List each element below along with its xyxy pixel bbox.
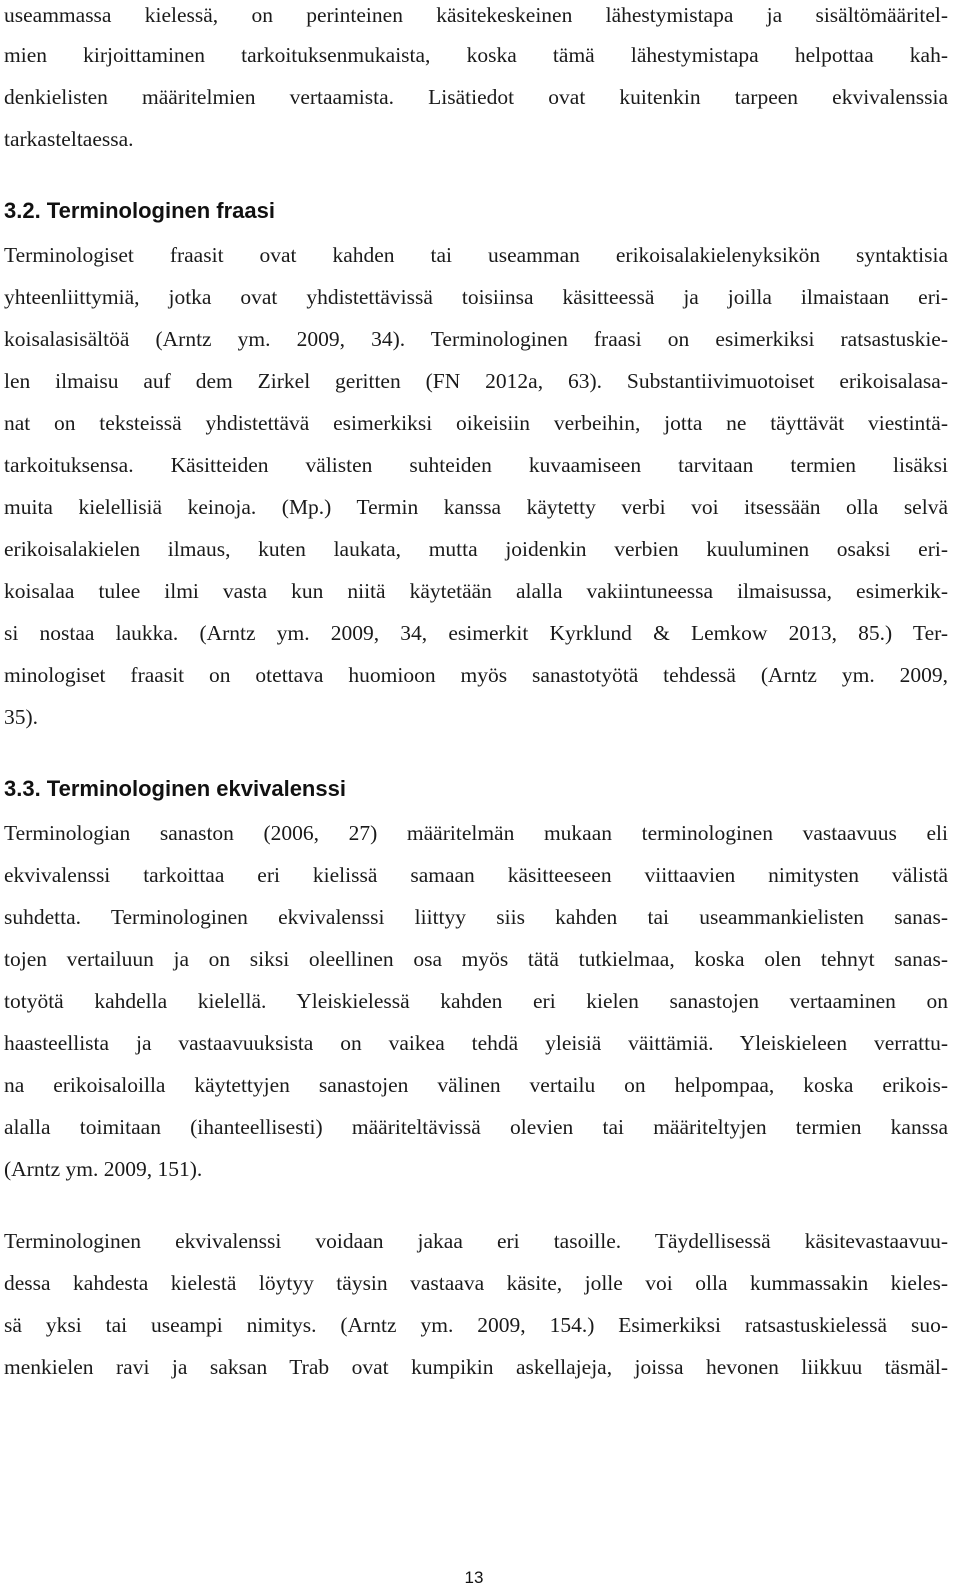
section-3-3-line: (Arntz ym. 2009, 151).: [4, 1157, 203, 1181]
page-number: 13: [464, 1568, 484, 1587]
section-heading-3-3: 3.3. Terminologinen ekvivalenssi: [4, 776, 346, 801]
section-3-3-line: Terminologinen ekvivalenssi voidaan jakaa eri tasoille. Täydellisessä käsitevastaavuu-: [4, 1229, 948, 1253]
section-3-2-line: muita kielellisiä keinoja. (Mp.) Termin kanssa käytetty verbi voi itsessään olla selvä: [4, 495, 948, 519]
section-3-2-line: len ilmaisu auf dem Zirkel geritten (FN 2012a, 63). Substantiivimuotoiset erikoisalasa-: [4, 369, 948, 393]
section-3-3-line: haasteellista ja vastaavuuksista on vaikea tehdä yleisiä väittämiä. Yleiskieleen verrattu-: [4, 1031, 948, 1055]
section-3-2-line: tarkoituksensa. Käsitteiden välisten suhteiden kuvaamiseen tarvitaan termien lisäksi: [4, 453, 948, 477]
section-3-2-line: 35).: [4, 705, 39, 729]
section-3-3-line: sä yksi tai useampi nimitys. (Arntz ym. 2009, 154.) Esimerkiksi ratsastuskielessä suo-: [4, 1313, 948, 1337]
section-3-3-line: alalla toimitaan (ihanteellisesti) määriteltävissä olevien tai määriteltyjen termien kanssa: [4, 1115, 948, 1139]
section-heading-3-2: 3.2. Terminologinen fraasi: [4, 198, 275, 223]
section-3-2-line: erikoisalakielen ilmaus, kuten laukata, mutta joidenkin verbien kuuluminen osaksi eri-: [4, 537, 948, 561]
intro-line: denkielisten määritelmien vertaamista. Lisätiedot ovat kuitenkin tarpeen ekvivalenssia: [4, 85, 948, 109]
intro-line: tarkasteltaessa.: [4, 127, 134, 151]
section-3-3-line: dessa kahdesta kielestä löytyy täysin vastaava käsite, jolle voi olla kummassakin kieles-: [4, 1271, 948, 1295]
section-3-2-line: minologiset fraasit on otettava huomioon myös sanastotyötä tehdessä (Arntz ym. 2009,: [4, 663, 948, 687]
section-3-3-line: totyötä kahdella kielellä. Yleiskielessä kahden eri kielen sanastojen vertaaminen on: [4, 989, 948, 1013]
section-3-3-line: tojen vertailuun ja on siksi oleellinen osa myös tätä tutkielmaa, koska olen tehnyt sanas-: [4, 947, 948, 971]
section-3-2-line: koisalaa tulee ilmi vasta kun niitä käytetään alalla vakiintuneessa ilmaisussa, esimerkik-: [4, 579, 948, 603]
section-3-2-line: Terminologiset fraasit ovat kahden tai useamman erikoisalakielenyksikön syntaktisia: [4, 243, 948, 267]
section-3-2-line: koisalasisältöä (Arntz ym. 2009, 34). Terminologinen fraasi on esimerkiksi ratsastuskie-: [4, 327, 948, 351]
section-3-2-line: yhteenliittymiä, jotka ovat yhdistettävissä toisiinsa käsitteessä ja joilla ilmaistaan eri-: [4, 285, 948, 309]
section-3-3-line: ekvivalenssi tarkoittaa eri kielissä samaan käsitteeseen viittaavien nimitysten välistä: [4, 863, 948, 887]
section-3-2-line: si nostaa laukka. (Arntz ym. 2009, 34, esimerkit Kyrklund & Lemkow 2013, 85.) Ter-: [4, 621, 948, 645]
section-3-3-line: suhdetta. Terminologinen ekvivalenssi liittyy siis kahden tai useammankielisten sanas-: [4, 905, 948, 929]
section-3-3-line: na erikoisaloilla käytettyjen sanastojen välinen vertailu on helpompaa, koska erikois-: [4, 1073, 948, 1097]
section-3-2-line: nat on teksteissä yhdistettävä esimerkiksi oikeisiin verbeihin, jotta ne täyttävät viestintä-: [4, 411, 948, 435]
section-3-3-line: Terminologian sanaston (2006, 27) määritelmän mukaan terminologinen vastaavuus eli: [4, 821, 948, 845]
intro-line: useammassa kielessä, on perinteinen käsitekeskeinen lähestymistapa ja sisältömääritel-: [4, 3, 948, 27]
section-3-3-line: menkielen ravi ja saksan Trab ovat kumpikin askellajeja, joissa hevonen liikkuu täsmäl-: [4, 1355, 948, 1379]
intro-line: mien kirjoittaminen tarkoituksenmukaista, koska tämä lähestymistapa helpottaa kah-: [4, 43, 948, 67]
